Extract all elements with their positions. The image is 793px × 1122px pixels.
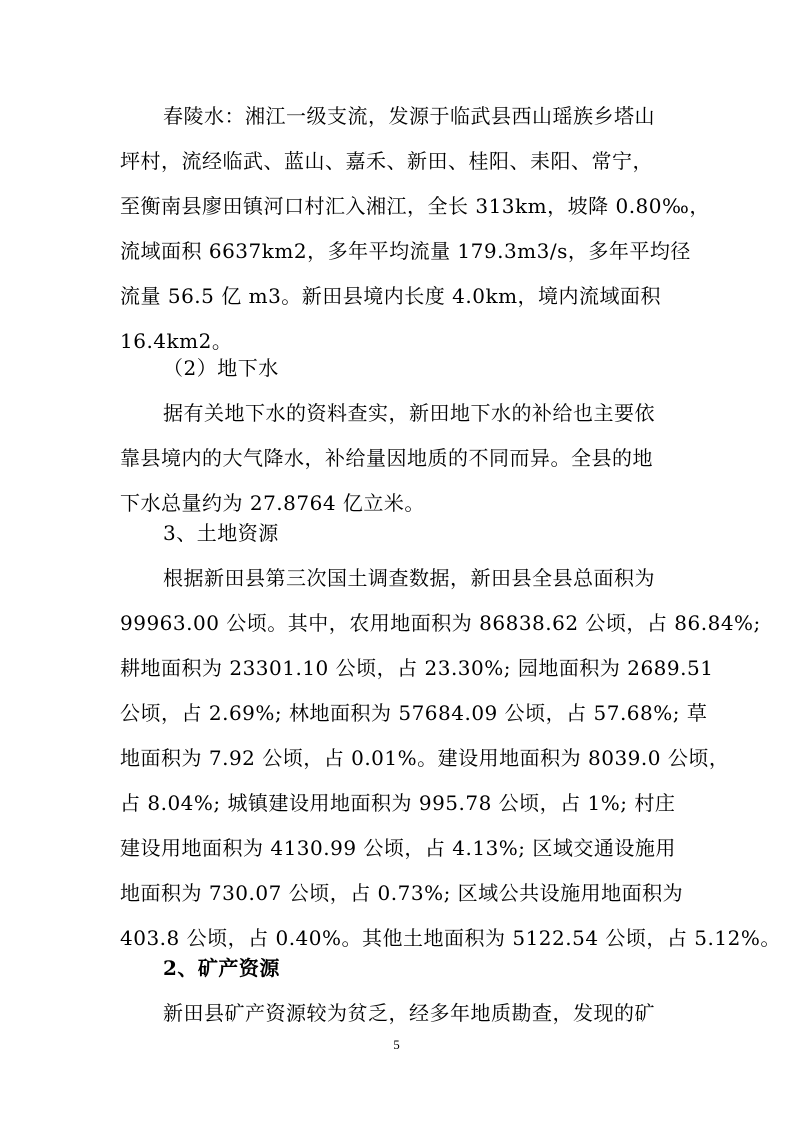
paragraph-line: 流量 56.5 亿 m3。新田县境内长度 4.0km，境内流域面积 <box>120 284 662 308</box>
paragraph-line: 春陵水：湘江一级支流，发源于临武县西山瑶族乡塔山 <box>163 104 655 128</box>
paragraph-line: 建设用地面积为 4130.99 公顷，占 4.13%; 区域交通设施用 <box>120 836 676 860</box>
paragraph-line: 403.8 公顷，占 0.40%。其他土地面积为 5122.54 公顷，占 5.12%。 <box>120 926 781 950</box>
paragraph-line: 99963.00 公顷。其中，农用地面积为 86838.62 公顷，占 86.84%; <box>120 611 761 635</box>
paragraph-line: 坪村，流经临武、蓝山、嘉禾、新田、桂阳、耒阳、常宁， <box>120 149 653 173</box>
paragraph-line: 地面积为 730.07 公顷，占 0.73%; 区域公共设施用地面积为 <box>120 881 684 905</box>
paragraph-line: 16.4km2。 <box>120 329 233 353</box>
section-heading: 3、土地资源 <box>163 521 279 545</box>
page-number: 5 <box>393 1037 400 1052</box>
paragraph-line: 靠县境内的大气降水，补给量因地质的不同而异。全县的地 <box>120 446 653 470</box>
paragraph-line: 地面积为 7.92 公顷，占 0.01%。建设用地面积为 8039.0 公顷， <box>120 746 730 770</box>
paragraph-line: 流域面积 6637km2，多年平均流量 179.3m3/s，多年平均径 <box>120 239 691 263</box>
paragraph-line: 根据新田县第三次国土调查数据，新田县全县总面积为 <box>163 566 655 590</box>
paragraph-line: 新田县矿产资源较为贫乏，经多年地质勘查，发现的矿 <box>163 1001 655 1025</box>
paragraph-line: 下水总量约为 27.8764 亿立米。 <box>120 491 425 515</box>
paragraph-line: 耕地面积为 23301.10 公顷，占 23.30%; 园地面积为 2689.51 <box>120 656 714 680</box>
paragraph-line: 据有关地下水的资料查实，新田地下水的补给也主要依 <box>163 401 655 425</box>
section-heading-bold: 2、矿产资源 <box>163 956 280 980</box>
paragraph-line: 公顷，占 2.69%; 林地面积为 57684.09 公顷，占 57.68%; 草 <box>120 701 708 725</box>
paragraph-line: 至衡南县廖田镇河口村汇入湘江，全长 313km，坡降 0.80‰， <box>120 194 710 218</box>
section-heading: （2）地下水 <box>163 356 279 380</box>
paragraph-line: 占 8.04%; 城镇建设用地面积为 995.78 公顷，占 1%; 村庄 <box>120 791 676 815</box>
